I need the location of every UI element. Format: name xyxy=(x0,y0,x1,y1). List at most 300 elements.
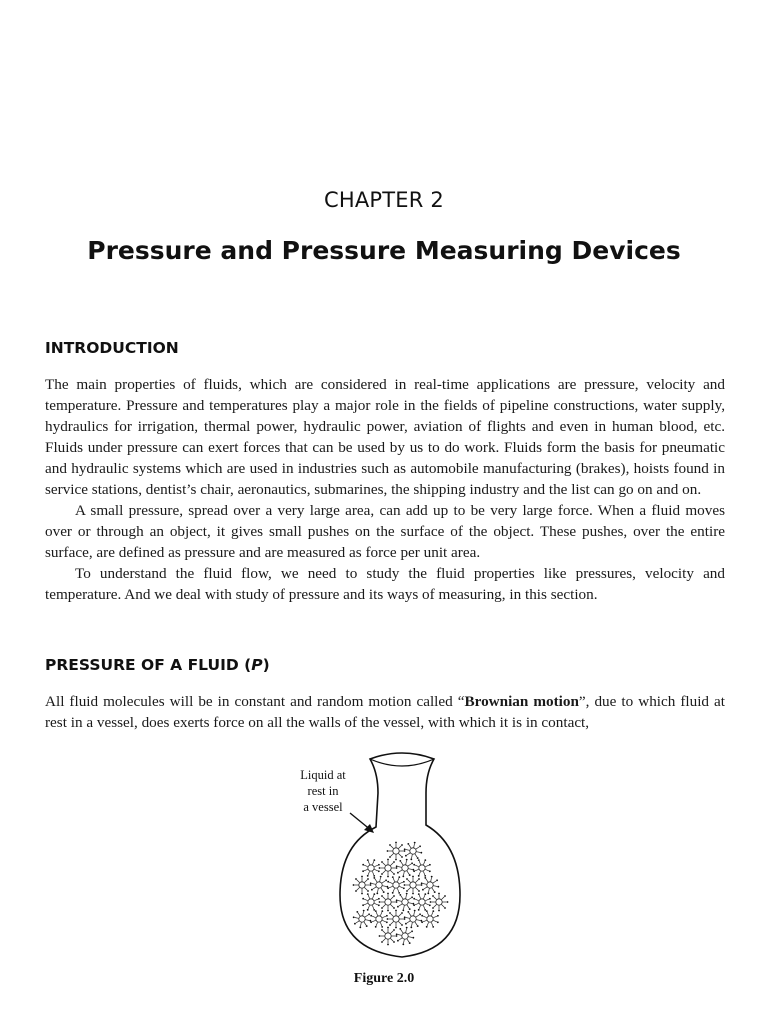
molecule-arrow xyxy=(441,904,444,907)
molecule-arrowhead xyxy=(385,879,387,881)
molecule-arrowhead xyxy=(373,893,375,895)
molecule-arrowhead xyxy=(367,859,369,861)
molecule-arrow xyxy=(383,931,386,934)
molecule-arrowhead xyxy=(420,852,422,854)
molecule-arrow xyxy=(390,904,393,907)
molecule-arrow xyxy=(433,886,437,887)
molecule-arrowhead xyxy=(406,893,408,895)
molecule-arrowhead xyxy=(370,921,372,923)
molecule-arrowhead xyxy=(373,877,375,879)
molecule-arrow xyxy=(390,931,393,934)
molecule-arrow xyxy=(424,887,427,889)
section-heading-introduction: INTRODUCTION xyxy=(45,339,179,357)
molecule-arrow xyxy=(415,854,417,857)
molecule-arrow xyxy=(365,915,368,917)
molecule-arrow xyxy=(407,871,409,874)
molecule-arrowhead xyxy=(432,907,434,909)
molecule-arrowhead xyxy=(401,844,403,846)
molecule-arrow xyxy=(433,920,437,922)
molecule-arrowhead xyxy=(410,858,412,860)
molecule-arrowhead xyxy=(399,928,401,930)
molecule-arrowhead xyxy=(396,935,398,937)
molecule-arrow xyxy=(407,905,409,908)
molecule-arrow xyxy=(393,878,395,882)
molecule-arrow xyxy=(372,895,374,899)
molecule-arrowhead xyxy=(389,856,391,858)
molecule-arrow xyxy=(416,920,420,921)
molecule-arrow xyxy=(427,922,429,926)
molecule xyxy=(385,899,391,905)
molecule-arrowhead xyxy=(418,893,420,895)
molecule-arrowhead xyxy=(387,859,389,861)
molecule-arrowhead xyxy=(396,901,398,903)
molecule-arrowhead xyxy=(387,850,389,852)
molecule-arrowhead xyxy=(392,876,394,878)
molecule-arrowhead xyxy=(421,921,423,923)
molecule-arrowhead xyxy=(421,884,423,886)
molecule-arrow xyxy=(441,897,444,900)
molecule-arrowhead xyxy=(413,864,415,866)
molecule-arrow xyxy=(391,846,394,849)
molecule-arrow xyxy=(423,884,427,885)
molecule-arrow xyxy=(415,880,418,883)
molecule-arrowhead xyxy=(379,935,381,937)
molecule-arrow xyxy=(397,878,399,882)
molecule-arrow xyxy=(364,869,368,871)
molecule-arrowhead xyxy=(436,879,438,881)
figure-label-line: a vessel xyxy=(303,800,343,814)
molecule-arrow xyxy=(398,846,401,849)
molecule-arrowhead xyxy=(404,884,406,886)
molecule xyxy=(393,916,399,922)
pressure-body xyxy=(45,691,725,733)
molecule-arrow xyxy=(406,850,410,851)
molecule-arrowhead xyxy=(366,925,368,927)
molecule-arrowhead xyxy=(406,878,408,880)
molecule-arrow xyxy=(397,888,399,892)
molecule xyxy=(359,916,365,922)
molecule-arrowhead xyxy=(418,878,420,880)
chapter-title: Pressure and Pressure Measuring Devices xyxy=(87,236,681,265)
molecule-arrowhead xyxy=(411,930,413,932)
molecule-arrowhead xyxy=(424,875,426,877)
molecule-arrow xyxy=(358,913,360,916)
molecule-arrow xyxy=(389,882,393,884)
molecule-arrow xyxy=(376,912,378,916)
molecule-arrow xyxy=(412,854,413,858)
molecule-arrow xyxy=(408,887,411,890)
molecule-arrowhead xyxy=(401,856,403,858)
molecule-arrow xyxy=(415,903,419,905)
introduction-body xyxy=(45,374,725,605)
molecule-arrow xyxy=(433,916,437,918)
molecule-arrow xyxy=(376,922,378,926)
molecule-arrow xyxy=(380,922,382,926)
molecule-arrow xyxy=(390,897,393,900)
molecule-arrowhead xyxy=(381,910,383,912)
molecule-arrowhead xyxy=(405,923,407,925)
molecule-arrow xyxy=(390,938,393,941)
molecule-arrowhead xyxy=(406,890,408,892)
molecule-arrowhead xyxy=(424,859,426,861)
molecule-arrow xyxy=(406,918,410,919)
molecule-arrow xyxy=(390,863,393,866)
molecule-arrowhead xyxy=(378,870,380,872)
molecule-arrowhead xyxy=(409,874,411,876)
vessel-rim xyxy=(370,759,434,766)
molecule-arrow xyxy=(408,932,411,934)
molecule-arrowhead xyxy=(429,904,431,906)
molecule xyxy=(368,865,374,871)
molecule-arrow xyxy=(364,880,367,883)
molecule-arrow xyxy=(372,905,374,909)
molecule-arrowhead xyxy=(397,940,399,942)
pressure-symbol: P xyxy=(251,656,263,674)
paragraph: A small pressure, spread over a very large area, can add up to be very large force. When a fluid moves over or through an object, it gives small pushes on the surface of the object. These pushes, over the entire surface, are defined as pressure and are measured as force per unit area. xyxy=(45,502,725,561)
molecule-arrowhead xyxy=(387,944,389,946)
molecule-arrowhead xyxy=(355,878,357,880)
molecule-arrowhead xyxy=(362,898,364,900)
molecule xyxy=(427,882,433,888)
molecule-arrow xyxy=(423,920,427,922)
molecule-arrow xyxy=(415,899,419,901)
molecule-arrow xyxy=(380,912,382,916)
molecule-arrowhead xyxy=(438,910,440,912)
molecule-arrow xyxy=(425,899,429,901)
molecule-arrow xyxy=(393,888,395,892)
molecule-arrowhead xyxy=(426,910,428,912)
molecule-arrowhead xyxy=(412,937,414,939)
molecule-arrowhead xyxy=(381,907,383,909)
molecule-arrow xyxy=(364,887,367,890)
molecule-arrowhead xyxy=(402,943,404,945)
molecule-arrow xyxy=(412,922,413,926)
paragraph: The main properties of fluids, which are considered in real-time applications are pressure, velocity and temperature. Pressure and temperatures play a major role in the fields of pipeline constructions, water supply, hydraulics for irrigation, thermal power, hydraulic power, aviation of flights and even in human blood, etc. Fluids under pressure can exert forces that can be used by us to do work. Fluids form the basis for pneumatic and hydraulic systems which are used in industries such as automobile manufacturing (brakes), hoists found in service stations, dentist’s chair, aeronautics, submarines, the shipping industry and the list can go on and on. xyxy=(45,376,725,498)
molecule-arrow xyxy=(431,922,433,926)
molecule-arrowhead xyxy=(405,855,407,857)
molecule-arrowhead xyxy=(426,926,428,928)
molecule-arrow xyxy=(361,922,362,926)
molecule-arrowhead xyxy=(361,893,363,895)
molecule-arrow xyxy=(357,887,360,890)
molecule-arrowhead xyxy=(387,918,389,920)
molecule-arrow xyxy=(425,865,429,867)
molecule-arrowhead xyxy=(381,941,383,943)
molecule-arrowhead xyxy=(389,924,391,926)
molecule-arrow xyxy=(399,938,402,940)
molecule-arrow xyxy=(364,899,368,901)
molecule-arrow xyxy=(432,888,434,891)
text-before: All fluid molecules will be in constant and random motion called “ xyxy=(45,693,465,710)
molecule-arrowhead xyxy=(401,912,403,914)
molecule-arrowhead xyxy=(398,892,400,894)
molecule-arrowhead xyxy=(387,881,389,883)
molecule xyxy=(376,916,382,922)
molecule-arrow xyxy=(382,881,385,883)
heading-text: PRESSURE OF A FLUID ( xyxy=(45,656,252,674)
molecule-arrowhead xyxy=(368,913,370,915)
molecule-arrow xyxy=(409,913,411,916)
figure-vessel xyxy=(290,745,490,995)
molecule-arrow xyxy=(374,865,378,867)
molecule-arrowhead xyxy=(378,864,380,866)
molecule-arrow xyxy=(389,886,393,888)
molecule xyxy=(402,899,408,905)
molecule-arrowhead xyxy=(437,915,439,917)
molecule-arrowhead xyxy=(406,859,408,861)
molecule-arrowhead xyxy=(381,873,383,875)
molecule-arrow xyxy=(398,914,401,917)
molecule-arrow xyxy=(414,912,415,916)
molecule-arrow xyxy=(374,869,378,871)
molecule-arrowhead xyxy=(413,904,415,906)
figure-label xyxy=(290,767,356,815)
molecule-arrowhead xyxy=(370,884,372,886)
molecule-arrowhead xyxy=(396,867,398,869)
molecule-arrow xyxy=(364,865,368,867)
molecule-arrowhead xyxy=(379,901,381,903)
molecule-arrowhead xyxy=(438,893,440,895)
molecule-arrow xyxy=(409,845,411,848)
molecule-arrow xyxy=(423,895,425,899)
molecule xyxy=(376,882,382,888)
molecule-arrow xyxy=(406,895,407,899)
molecule-arrowhead xyxy=(395,859,397,861)
molecule-arrowhead xyxy=(447,901,449,903)
molecule-arrow xyxy=(380,878,381,882)
molecule-arrow xyxy=(426,879,428,882)
molecule-arrowhead xyxy=(417,925,419,927)
molecule-arrow xyxy=(415,887,418,890)
molecule-arrowhead xyxy=(387,893,389,895)
molecule-arrowhead xyxy=(409,908,411,910)
molecule xyxy=(427,916,433,922)
molecule-arrow xyxy=(431,878,432,882)
chapter-label: CHAPTER 2 xyxy=(323,188,444,212)
molecule-arrowhead xyxy=(373,875,375,877)
molecule-arrowhead xyxy=(389,912,391,914)
molecule-arrow xyxy=(375,879,377,882)
molecule-arrowhead xyxy=(411,862,413,864)
molecule-arrow xyxy=(368,861,370,865)
molecule-arrow xyxy=(391,914,394,917)
molecule-arrow xyxy=(357,880,360,883)
molecule-arrow xyxy=(434,897,437,900)
molecule-arrow xyxy=(423,905,425,909)
heading-close: ) xyxy=(262,656,270,674)
molecule-arrow xyxy=(419,905,421,909)
molecule-arrowhead xyxy=(393,907,395,909)
molecule-arrowhead xyxy=(429,864,431,866)
molecule-arrowhead xyxy=(403,881,405,883)
molecule-arrowhead xyxy=(383,891,385,893)
molecule xyxy=(402,933,408,939)
molecule-arrowhead xyxy=(396,933,398,935)
molecule-arrowhead xyxy=(432,910,434,912)
molecule-arrowhead xyxy=(373,859,375,861)
molecule-arrowhead xyxy=(418,890,420,892)
molecule xyxy=(410,848,416,854)
molecule-arrowhead xyxy=(397,906,399,908)
molecule-arrowhead xyxy=(367,878,369,880)
molecule-arrow xyxy=(368,905,370,909)
figure-label-line: Liquid at xyxy=(300,768,346,782)
molecule-arrow xyxy=(373,887,376,889)
molecule-arrowhead xyxy=(354,923,356,925)
molecule-arrow xyxy=(416,852,420,853)
molecule-arrowhead xyxy=(370,915,372,917)
molecule-arrowhead xyxy=(411,896,413,898)
molecule-arrowhead xyxy=(376,892,378,894)
molecule-arrowhead xyxy=(393,941,395,943)
molecule-arrow xyxy=(355,918,359,919)
molecule-arrow xyxy=(415,865,419,867)
paragraph: To understand the fluid flow, we need to study the fluid properties like pressures, velocity and temperature. And we deal with study of pressure and its ways of measuring, in this section. xyxy=(45,565,725,603)
molecule-arrow xyxy=(372,916,376,918)
molecule-arrowhead xyxy=(404,850,406,852)
molecule-arrowhead xyxy=(359,926,361,928)
molecule-arrow xyxy=(398,921,401,924)
molecule-arrow xyxy=(407,853,410,855)
molecule-arrow xyxy=(382,920,386,922)
molecule-arrow xyxy=(363,912,364,916)
molecule-arrow xyxy=(416,847,419,849)
molecule-arrowhead xyxy=(427,892,429,894)
molecule-arrowhead xyxy=(380,876,382,878)
molecule-arrowhead xyxy=(395,927,397,929)
molecule-arrowhead xyxy=(395,910,397,912)
molecule-arrowhead xyxy=(432,895,434,897)
molecule-arrowhead xyxy=(414,842,416,844)
molecule-arrowhead xyxy=(362,904,364,906)
molecule-arrowhead xyxy=(375,926,377,928)
molecule xyxy=(436,899,442,905)
molecule-arrowhead xyxy=(412,893,414,895)
molecule-arrow xyxy=(399,882,403,884)
molecule-arrowhead xyxy=(419,913,421,915)
molecule-arrow xyxy=(404,939,405,943)
molecule-arrowhead xyxy=(373,909,375,911)
molecule-arrowhead xyxy=(399,894,401,896)
molecule-arrowhead xyxy=(362,870,364,872)
molecule-arrowhead xyxy=(378,904,380,906)
molecule xyxy=(359,882,365,888)
molecule xyxy=(419,865,425,871)
molecule-arrowhead xyxy=(381,895,383,897)
molecule-arrow xyxy=(401,862,403,865)
molecule-arrowhead xyxy=(387,910,389,912)
molecule-arrowhead xyxy=(367,909,369,911)
molecule-arrowhead xyxy=(393,873,395,875)
molecule-arrow xyxy=(401,896,403,899)
molecule xyxy=(393,882,399,888)
molecule-arrow xyxy=(383,863,386,866)
molecule-arrowhead xyxy=(379,867,381,869)
molecule-arrowhead xyxy=(398,876,400,878)
molecule-arrowhead xyxy=(430,901,432,903)
molecule-arrow xyxy=(408,937,412,938)
molecule-arrow xyxy=(368,895,370,899)
molecule-arrowhead xyxy=(355,890,357,892)
molecule-arrowhead xyxy=(397,872,399,874)
paragraph xyxy=(45,691,725,733)
molecule-arrow xyxy=(374,903,378,905)
molecule-arrowhead xyxy=(437,921,439,923)
molecule-arrow xyxy=(382,886,386,887)
molecule-arrowhead xyxy=(404,918,406,920)
molecule-arrow xyxy=(398,901,402,902)
molecule-arrow xyxy=(372,920,376,922)
molecule-arrow xyxy=(391,853,394,856)
molecule xyxy=(402,865,408,871)
molecule-arrowhead xyxy=(417,857,419,859)
molecule-arrowhead xyxy=(393,895,395,897)
molecule-arrow xyxy=(408,864,411,866)
section-heading-pressure xyxy=(45,656,270,674)
molecule-arrow xyxy=(406,861,407,865)
molecule-arrowhead xyxy=(387,887,389,889)
bold-term: Brownian motion xyxy=(464,693,579,710)
molecule-arrowhead xyxy=(421,915,423,917)
molecule-arrowhead xyxy=(404,916,406,918)
molecule-arrow xyxy=(415,922,417,925)
molecule-arrowhead xyxy=(429,870,431,872)
molecule-arrowhead xyxy=(367,893,369,895)
molecule-arrowhead xyxy=(399,860,401,862)
molecule-arrowhead xyxy=(437,886,439,888)
molecule-arrow xyxy=(364,903,368,905)
molecule-arrow xyxy=(391,921,394,924)
molecule-arrow xyxy=(423,871,425,875)
molecule-arrow xyxy=(399,870,402,872)
molecule-arrow xyxy=(401,930,403,933)
molecule-arrow xyxy=(419,895,421,899)
molecule-arrow xyxy=(407,921,410,923)
molecule-arrow xyxy=(382,916,386,918)
molecule-arrowhead xyxy=(402,875,404,877)
molecule xyxy=(368,899,374,905)
molecule xyxy=(410,916,416,922)
molecule-arrow xyxy=(398,853,401,856)
molecule-arrow xyxy=(404,871,405,875)
molecule-arrowhead xyxy=(412,876,414,878)
molecule-arrowhead xyxy=(407,911,409,913)
molecule-arrowhead xyxy=(387,927,389,929)
molecule-arrow xyxy=(365,920,369,921)
molecule-arrowhead xyxy=(418,859,420,861)
molecule-arrowhead xyxy=(386,921,388,923)
molecule-arrow xyxy=(368,871,370,875)
molecule-arrow xyxy=(407,939,409,942)
molecule-arrowhead xyxy=(421,882,423,884)
molecule-arrowhead xyxy=(414,910,416,912)
molecule-arrowhead xyxy=(367,890,369,892)
molecule-arrow xyxy=(372,871,374,875)
molecule-arrow xyxy=(408,903,412,904)
molecule xyxy=(385,933,391,939)
molecule-arrowhead xyxy=(418,875,420,877)
molecule-arrowhead xyxy=(402,909,404,911)
molecule-arrow xyxy=(425,869,429,871)
molecule-arrowhead xyxy=(375,910,377,912)
molecule-arrow xyxy=(372,884,376,885)
molecule-arrow xyxy=(383,870,386,873)
molecule-arrow xyxy=(408,869,412,870)
molecule-arrowhead xyxy=(444,907,446,909)
molecule-arrow xyxy=(364,922,366,925)
molecule xyxy=(393,848,399,854)
molecule-arrowhead xyxy=(395,842,397,844)
